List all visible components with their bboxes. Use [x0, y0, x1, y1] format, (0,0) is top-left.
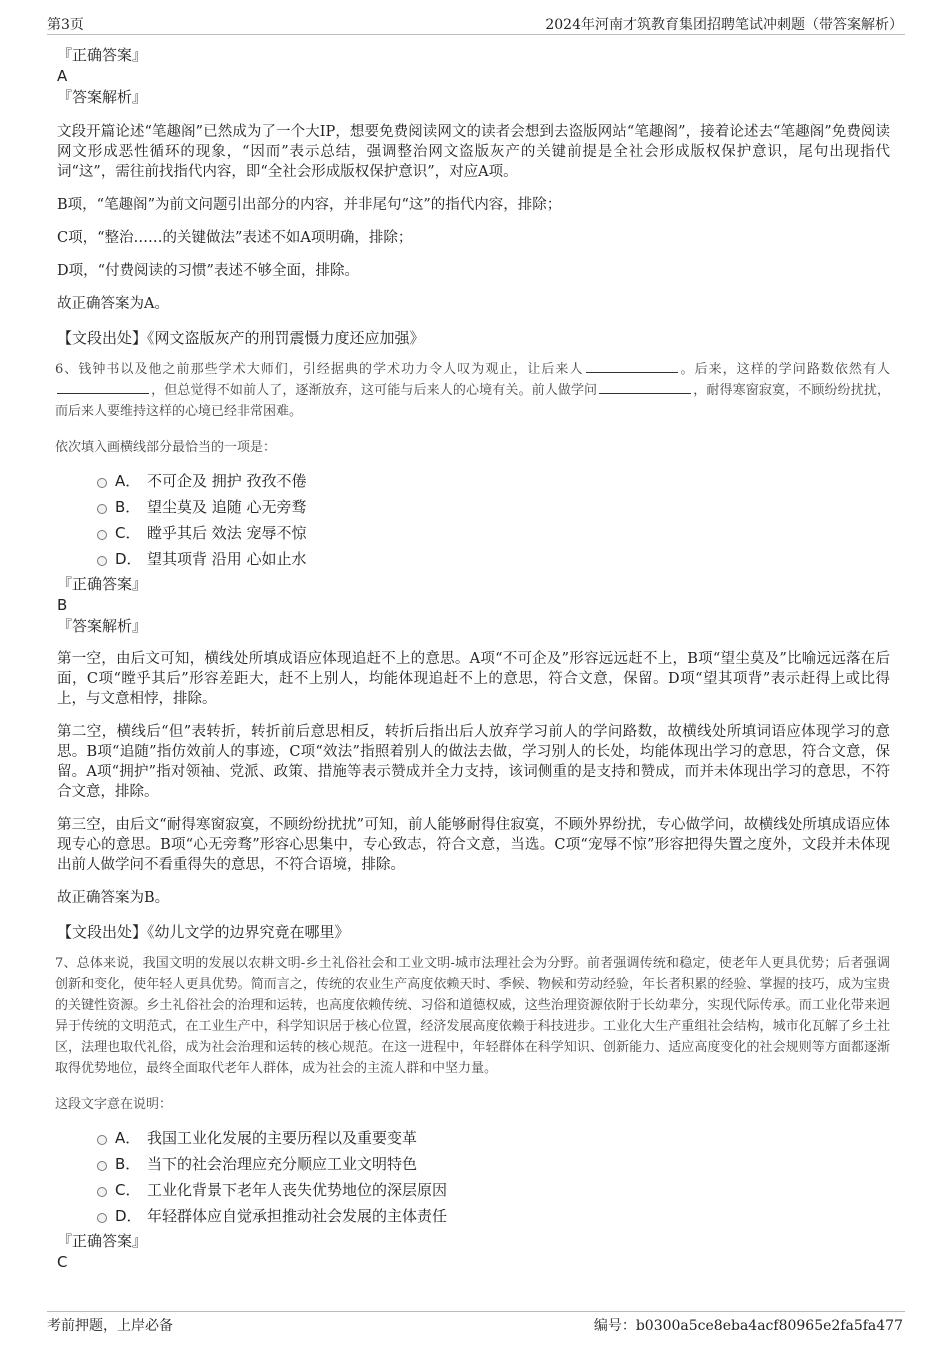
option-d[interactable]: D． 望其项背 沿用 心如止水 [97, 547, 890, 573]
source-line [57, 921, 890, 943]
radio-button[interactable] [97, 1135, 107, 1145]
answer-label: 『正确答案』 [57, 46, 148, 64]
question-7-stem: 7、总体来说，我国文明的发展以农耕文明-乡土礼俗社会和工业文明-城市法理社会为分野。前者强调传统和稳定，使老年人更具优势；后者强调创新和变化，使年轻人更具优势。简而言之，传统的农业生产高度依赖天时、季候、物候和劳动经验，年长者积累的经验、掌握的技巧，成为宝贵的关键性资源。乡土礼俗社会的治理和运转，也高度依赖传统、习俗和道德权威，这些治理资源依附于长幼辈分，实现代际传承。而工业化带来迥异于传统的文明范式，在工业生产中，科学知识居于核心位置，经济发展高度依赖于科技进步。工业化大生产重组社会结构，城市化瓦解了乡土社区，法理也取代礼俗，成为社会治理和运转的核心规范。在这一进程中，年轻群体在科学知识、创新能力、适应高度变化的社会规则等方面都逐渐取得优势地位，最终全面取代老年人群体，成为社会的主流人群和中坚力量。 [55, 956, 890, 1076]
document-id: 编号：b0300a5ce8eba4acf80965e2fa5fa477 [593, 1318, 903, 1334]
source-title: 《幼儿文学的边界究竟在哪里》 [147, 923, 350, 941]
footer-slogan: 考前押题，上岸必备 [47, 1318, 173, 1334]
analysis-label: 『答案解析』 [57, 617, 148, 635]
question-6-stem: 6、钱钟书以及他之前那些学术大师们，引经据典的学术功力令人叹为观止，让后来人 。后来，这样的学问路数依然有人，但总觉得不如前人了，逐渐放弃，这可能与后来人的心境有关。前人做学问 ，耐得寒窗寂寞，不顾纷纷扰扰，而后来人要维持这样的心境已经非常困难。 [55, 362, 890, 419]
document-body [55, 44, 890, 1272]
fill-blank [586, 360, 678, 373]
option-a[interactable]: A． 不可企及 拥护 孜孜不倦 [97, 469, 890, 495]
source-prefix: 【文段出处】 [57, 329, 148, 347]
option-d[interactable]: D． 年轻群体应自觉承担推动社会发展的主体责任 [97, 1204, 890, 1230]
radio-button[interactable] [97, 1187, 107, 1197]
option-a[interactable]: A． 我国工业化发展的主要历程以及重要变革 [97, 1126, 890, 1152]
analysis-paragraph: C项，“整治……的关键做法”表述不如A项明确，排除； [57, 230, 413, 246]
correct-answer: A [57, 67, 68, 85]
correct-answer: C [57, 1253, 68, 1271]
radio-button[interactable] [97, 1161, 107, 1171]
radio-button[interactable] [97, 556, 107, 566]
source-prefix: 【文段出处】 [57, 923, 148, 941]
correct-answer: B [57, 596, 68, 614]
analysis-label: 『答案解析』 [57, 88, 148, 106]
radio-button[interactable] [97, 504, 107, 514]
analysis-paragraph: 文段开篇论述“笔趣阁”已然成为了一个大IP，想要免费阅读网文的读者会想到去盗版网站“笔趣阁”，接着论述去“笔趣阁”免费阅读网文形成恶性循环的现象，“因而”表示总结，强调整治网文盗版灰产的关键前提是全社会形成版权保护意识，尾句出现指代词“这”，需往前找指代内容，即“全社会形成版权保护意识”，对应A项。 [57, 124, 890, 180]
page-footer [47, 1311, 905, 1334]
analysis-paragraph: 第一空，由后文可知，横线处所填成语应体现追赶不上的意思。A项“不可企及”形容远远赶不上，B项“望尘莫及”比喻远远落在后面，C项“瞠乎其后”形容差距大，赶不上别人，均能体现追赶不上的意思，符合文意，保留。D项“望其项背”表示赶得上或比得上，与文意相悖，排除。 [57, 651, 890, 707]
analysis-paragraph: 故正确答案为A。 [57, 296, 169, 312]
radio-button[interactable] [97, 1213, 107, 1223]
option-b[interactable]: B． 当下的社会治理应充分顺应工业文明特色 [97, 1152, 890, 1178]
analysis-paragraph: 故正确答案为B。 [57, 890, 170, 906]
question-6-prompt: 依次填入画横线部分最恰当的一项是： [55, 440, 277, 455]
analysis-paragraph: D项，“付费阅读的习惯”表述不够全面，排除。 [57, 263, 359, 279]
radio-button[interactable] [97, 530, 107, 540]
radio-button[interactable] [97, 478, 107, 488]
fill-blank [57, 381, 149, 394]
option-c[interactable]: C． 工业化背景下老年人丧失优势地位的深层原因 [97, 1178, 890, 1204]
source-line [57, 327, 890, 349]
page-header [47, 12, 905, 35]
page-number: 第3页 [47, 17, 84, 33]
option-b[interactable]: B． 望尘莫及 追随 心无旁骛 [97, 495, 890, 521]
answer-label: 『正确答案』 [57, 575, 148, 593]
answer-label: 『正确答案』 [57, 1232, 148, 1250]
option-c[interactable]: C． 瞠乎其后 效法 宠辱不惊 [97, 521, 890, 547]
analysis-paragraph: 第二空，横线后“但”表转折，转折前后意思相反，转折后指出后人放弃学习前人的学问路数，故横线处所填词语应体现学习的意思。B项“追随”指仿效前人的事迹，C项“效法”指照着别人的做法去做，学习别人的长处，均能体现出学习的意思，符合文意，保留。A项“拥护”指对领袖、党派、政策、措施等表示赞成并全力支持，该词侧重的是支持和赞成，而并未体现出学习的意思，不符合文意，排除。 [57, 724, 890, 800]
source-title: 《网文盗版灰产的刑罚震慑力度还应加强》 [147, 329, 425, 347]
fill-blank [599, 381, 691, 394]
analysis-paragraph: B项，“笔趣阁”为前文问题引出部分的内容，并非尾句“这”的指代内容，排除； [57, 197, 562, 213]
question-7-prompt: 这段文字意在说明： [55, 1097, 173, 1112]
analysis-paragraph: 第三空，由后文“耐得寒窗寂寞，不顾纷纷扰扰”可知，前人能够耐得住寂寞，不顾外界纷扰，专心做学问，故横线处所填成语应体现专心的意思。B项“心无旁骛”形容心思集中，专心致志，符合文意，当选。C项“宠辱不惊”形容把得失置之度外，文段并未体现出前人做学问不看重得失的意思，不符合语境，排除。 [57, 817, 890, 873]
document-title: 2024年河南才筑教育集团招聘笔试冲刺题（带答案解析） [545, 17, 903, 33]
